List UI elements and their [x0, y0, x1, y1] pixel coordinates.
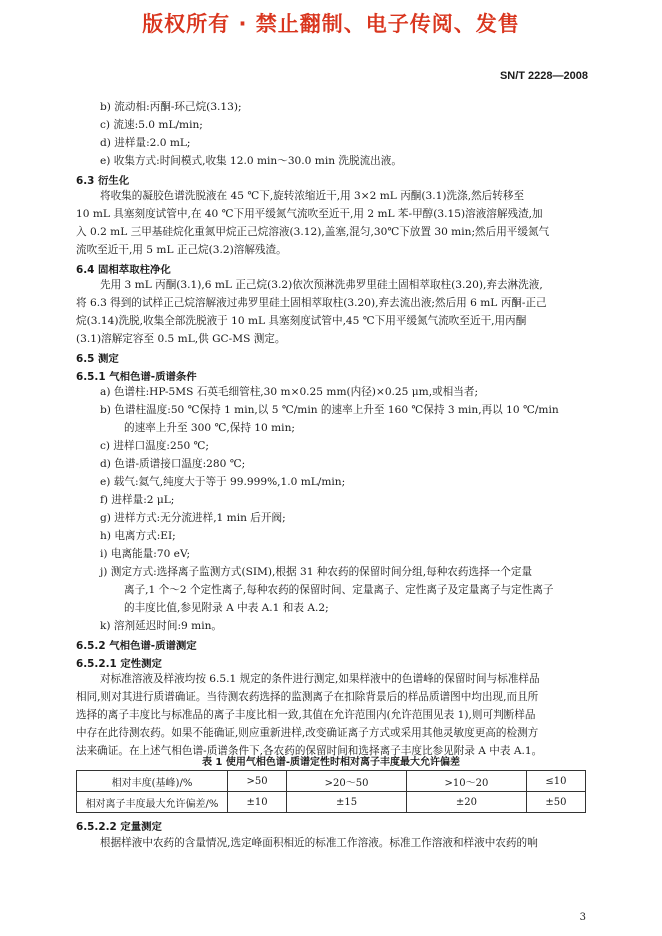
section-heading: 6.5.1 气相色谱-质谱条件	[76, 371, 197, 383]
list-item: k) 溶剂延迟时间:9 min。	[100, 620, 223, 632]
list-item: h) 电离方式:EI;	[100, 530, 176, 542]
table-cell: ±10	[228, 792, 287, 813]
paragraph-line: 对标准溶液及样液均按 6.5.1 规定的条件进行测定,如果样液中的色谱峰的保留时间与标准样品	[100, 673, 540, 685]
section-heading: 6.4 固相萃取柱净化	[76, 264, 171, 276]
table-caption: 表 1 使用气相色谱-质谱定性时相对离子丰度最大允许偏差	[201, 757, 461, 768]
paragraph-line: 先用 3 mL 丙酮(3.1),6 mL 正己烷(3.2)依次预淋洗弗罗里硅土固相萃取柱(3.20),弃去淋洗液,	[100, 279, 543, 291]
section-heading: 6.5.2.1 定性测定	[76, 658, 162, 670]
paragraph-line: 流吹至近干,用 5 mL 正己烷(3.2)溶解残渣。	[76, 244, 287, 256]
list-item: b) 色谱柱温度:50 ℃保持 1 min,以 5 ℃/min 的速率上升至 160 ℃保持 3 min,再以 10 ℃/min	[100, 404, 559, 416]
table-row	[77, 792, 586, 813]
paragraph-line: 相同,则对其进行质谱确证。当待测农药选择的监测离子在扣除背景后的样品质谱图中均出现,而且所	[76, 691, 539, 703]
list-item: 离子,1 个～2 个定性离子,每种农药的保留时间、定量离子、定性离子及定量离子与定性离子	[124, 584, 554, 596]
paragraph-line: 将收集的凝胶色谱洗脱液在 45 ℃下,旋转浓缩近干,用 3×2 mL 丙酮(3.1)洗涤,然后转移至	[100, 190, 525, 202]
page-number: 3	[579, 912, 586, 923]
paragraph-line: 法来确证。在上述气相色谱-质谱条件下,各农药的保留时间和选择离子丰度比参见附录 A 中表 A.1。	[76, 745, 543, 757]
paragraph-line: 将 6.3 得到的试样正己烷溶解液过弗罗里硅土固相萃取柱(3.20),弃去流出液;然后用 6 mL 丙酮-正己	[76, 297, 547, 309]
list-item: i) 电离能量:70 eV;	[100, 548, 191, 560]
list-item: j) 测定方式:选择离子监测方式(SIM),根据 31 种农药的保留时间分组,每种农药选择一个定量	[100, 566, 533, 578]
list-item: g) 进样方式:无分流进样,1 min 后开阀;	[100, 512, 286, 524]
table-cell: >10～20	[406, 771, 526, 792]
paragraph-line: 烷(3.14)洗脱,收集全部洗脱液于 10 mL 具塞刻度试管中,45 ℃下用平缓氮气流吹至近干,用丙酮	[76, 315, 527, 327]
paragraph-line: 入 0.2 mL 三甲基硅烷化重氮甲烷正己烷溶液(3.12),盖塞,混匀,30℃下放置 30 min;然后用平缓氮气	[76, 226, 550, 238]
paragraph-line: (3.1)溶解定容至 0.5 mL,供 GC-MS 测定。	[76, 333, 286, 345]
list-item: 的丰度比值,参见附录 A 中表 A.1 和表 A.2;	[124, 602, 329, 614]
table-cell: ±15	[287, 792, 407, 813]
table-cell: >50	[228, 771, 287, 792]
table-row	[77, 771, 586, 792]
list-item: f) 进样量:2 μL;	[100, 494, 175, 506]
section-heading: 6.5.2 气相色谱-质谱测定	[76, 640, 197, 652]
section-heading: 6.3 衍生化	[76, 175, 130, 187]
list-item: d) 色谱-质谱接口温度:280 ℃;	[100, 458, 246, 470]
section-heading: 6.5 测定	[76, 353, 119, 365]
paragraph-line: 选择的离子丰度比与标准品的离子丰度比相一致,其值在允许范围内(允许范围见表 1),则可判断样品	[76, 709, 536, 721]
table-cell: ≤10	[526, 771, 585, 792]
table-cell: ±20	[406, 792, 526, 813]
standard-number: SN/T 2228—2008	[499, 70, 588, 82]
tolerance-table	[76, 770, 586, 813]
section-heading: 6.5.2.2 定量测定	[76, 821, 162, 833]
list-item: a) 色谱柱:HP-5MS 石英毛细管柱,30 m×0.25 mm(内径)×0.25 μm,或相当者;	[100, 386, 479, 398]
list-item: c) 进样口温度:250 ℃;	[100, 440, 209, 452]
table-row-header: 相对离子丰度最大允许偏差/%	[77, 792, 228, 813]
paragraph-line: 中存在此待测农药。如果不能确证,则应重新进样,改变确证离子方式或采用其他灵敏度更高的检测方	[76, 727, 539, 739]
paragraph-line: 10 mL 具塞刻度试管中,在 40 ℃下用平缓氮气流吹至近干,用 2 mL 苯-甲醇(3.15)溶液溶解残渣,加	[76, 208, 543, 220]
watermark: 版权所有 · 禁止翻制、电子传阅、发售	[142, 12, 520, 36]
table-row-header: 相对丰度(基峰)/%	[77, 771, 228, 792]
list-item: d) 进样量:2.0 mL;	[100, 137, 191, 149]
list-item: e) 收集方式:时间模式,收集 12.0 min～30.0 min 洗脱流出液。	[100, 155, 402, 167]
list-item: 的速率上升至 300 ℃,保持 10 min;	[124, 422, 295, 434]
list-item: b) 流动相:丙酮-环己烷(3.13);	[100, 101, 242, 113]
list-item: e) 载气:氦气,纯度大于等于 99.999%,1.0 mL/min;	[100, 476, 346, 488]
paragraph-line: 根据样液中农药的含量情况,选定峰面积相近的标准工作溶液。标准工作溶液和样液中农药的响	[100, 837, 538, 849]
table-cell: >20～50	[287, 771, 407, 792]
list-item: c) 流速:5.0 mL/min;	[100, 119, 203, 131]
table-cell: ±50	[526, 792, 585, 813]
